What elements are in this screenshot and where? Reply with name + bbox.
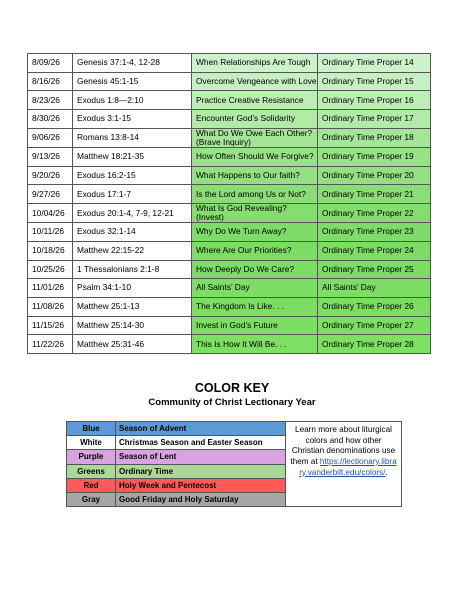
schedule-reading-cell: Psalm 34:1-10 [73, 279, 192, 298]
schedule-reading-cell: Exodus 32:1-14 [73, 223, 192, 242]
color-key-season: Christmas Season and Easter Season [116, 436, 286, 450]
color-key-title: COLOR KEY [194, 381, 270, 395]
schedule-proper-cell: Ordinary Time Proper 28 [318, 335, 431, 354]
schedule-row [28, 223, 431, 242]
schedule-topic-cell: This Is How It Will Be. . . [192, 335, 318, 354]
schedule-topic-cell: What Do We Owe Each Other? (Brave Inquiry) [192, 128, 318, 147]
schedule-row [28, 316, 431, 335]
schedule-date-cell: 10/18/26 [28, 241, 73, 260]
schedule-date-cell: 11/01/26 [28, 279, 73, 298]
schedule-row [28, 166, 431, 185]
schedule-topic-cell: Invest in God’s Future [192, 316, 318, 335]
schedule-date-cell: 11/22/26 [28, 335, 73, 354]
schedule-proper-cell: Ordinary Time Proper 18 [318, 128, 431, 147]
color-key-name: Greens [67, 464, 116, 478]
schedule-date-cell: 10/11/26 [28, 223, 73, 242]
color-key-note [286, 422, 402, 507]
schedule-reading-cell: Exodus 3:1-15 [73, 110, 192, 129]
color-key-season: Season of Lent [116, 450, 286, 464]
schedule-reading-cell: Exodus 16:2-15 [73, 166, 192, 185]
schedule-row [28, 241, 431, 260]
schedule-proper-cell: Ordinary Time Proper 17 [318, 110, 431, 129]
lectionary-schedule-table [27, 53, 431, 354]
schedule-reading-cell: Matthew 18:21-35 [73, 147, 192, 166]
schedule-topic-cell: All Saints’ Day [192, 279, 318, 298]
schedule-proper-cell: Ordinary Time Proper 26 [318, 297, 431, 316]
schedule-topic-cell: When Relationships Are Tough [192, 54, 318, 73]
schedule-topic-cell: What Is God Revealing? (Invest) [192, 203, 318, 222]
schedule-row [28, 260, 431, 279]
schedule-proper-cell: Ordinary Time Proper 20 [318, 166, 431, 185]
schedule-date-cell: 9/06/26 [28, 128, 73, 147]
schedule-date-cell: 11/08/26 [28, 297, 73, 316]
schedule-topic-cell: How Deeply Do We Care? [192, 260, 318, 279]
schedule-row [28, 335, 431, 354]
color-key-row [67, 422, 402, 436]
color-key-season: Season of Advent [116, 422, 286, 436]
schedule-proper-cell: Ordinary Time Proper 14 [318, 54, 431, 73]
schedule-reading-cell: Matthew 25:31-46 [73, 335, 192, 354]
note-text: Learn more about liturgical colors and how other Christian denominations use them at [290, 425, 396, 466]
schedule-row [28, 72, 431, 91]
schedule-reading-cell: Exodus 17:1-7 [73, 185, 192, 204]
color-key-name: Gray [67, 492, 116, 506]
schedule-proper-cell: Ordinary Time Proper 19 [318, 147, 431, 166]
schedule-reading-cell: Exodus 1:8—2:10 [73, 91, 192, 110]
schedule-date-cell: 8/09/26 [28, 54, 73, 73]
color-key-season: Ordinary Time [116, 464, 286, 478]
schedule-row [28, 91, 431, 110]
schedule-proper-cell: Ordinary Time Proper 22 [318, 203, 431, 222]
schedule-proper-cell: All Saints’ Day [318, 279, 431, 298]
schedule-topic-cell: Where Are Our Priorities? [192, 241, 318, 260]
schedule-row [28, 297, 431, 316]
schedule-date-cell: 11/15/26 [28, 316, 73, 335]
color-key-name: White [67, 436, 116, 450]
color-key-table [66, 421, 402, 507]
schedule-topic-cell: Practice Creative Resistance [192, 91, 318, 110]
schedule-reading-cell: Matthew 25:14-30 [73, 316, 192, 335]
colors-link[interactable]: https://lectionary.library.vanderbilt.edu/colors/ [299, 456, 397, 477]
schedule-body [28, 54, 431, 354]
schedule-proper-cell: Ordinary Time Proper 24 [318, 241, 431, 260]
schedule-topic-cell: Encounter God’s Solidarity [192, 110, 318, 129]
schedule-date-cell: 9/20/26 [28, 166, 73, 185]
schedule-proper-cell: Ordinary Time Proper 16 [318, 91, 431, 110]
schedule-date-cell: 9/13/26 [28, 147, 73, 166]
schedule-reading-cell: Matthew 25:1-13 [73, 297, 192, 316]
schedule-reading-cell: Genesis 37:1-4, 12-28 [73, 54, 192, 73]
schedule-topic-cell: Is the Lord among Us or Not? [192, 185, 318, 204]
schedule-reading-cell: Exodus 20:1-4, 7-9, 12-21 [73, 203, 192, 222]
schedule-topic-cell: How Often Should We Forgive? [192, 147, 318, 166]
color-key-season: Holy Week and Pentecost [116, 478, 286, 492]
schedule-date-cell: 10/25/26 [28, 260, 73, 279]
note-end: . [385, 467, 388, 477]
schedule-date-cell: 8/23/26 [28, 91, 73, 110]
schedule-proper-cell: Ordinary Time Proper 15 [318, 72, 431, 91]
schedule-reading-cell: 1 Thessalonians 2:1-8 [73, 260, 192, 279]
schedule-row [28, 128, 431, 147]
color-key-season: Good Friday and Holy Saturday [116, 492, 286, 506]
color-key-name: Blue [67, 422, 116, 436]
schedule-proper-cell: Ordinary Time Proper 25 [318, 260, 431, 279]
schedule-date-cell: 9/27/26 [28, 185, 73, 204]
color-key-name: Red [67, 478, 116, 492]
schedule-row [28, 147, 431, 166]
schedule-proper-cell: Ordinary Time Proper 21 [318, 185, 431, 204]
schedule-topic-cell: What Happens to Our faith? [192, 166, 318, 185]
schedule-row [28, 110, 431, 129]
schedule-topic-cell: The Kingdom Is Like. . . [192, 297, 318, 316]
schedule-date-cell: 8/16/26 [28, 72, 73, 91]
schedule-topic-cell: Overcome Vengeance with Love [192, 72, 318, 91]
schedule-reading-cell: Genesis 45:1-15 [73, 72, 192, 91]
schedule-proper-cell: Ordinary Time Proper 27 [318, 316, 431, 335]
color-key-subtitle: Community of Christ Lectionary Year [148, 397, 316, 408]
schedule-date-cell: 10/04/26 [28, 203, 73, 222]
schedule-row [28, 279, 431, 298]
schedule-proper-cell: Ordinary Time Proper 23 [318, 223, 431, 242]
schedule-date-cell: 8/30/26 [28, 110, 73, 129]
schedule-topic-cell: Why Do We Turn Away? [192, 223, 318, 242]
color-key-name: Purple [67, 450, 116, 464]
schedule-row [28, 185, 431, 204]
schedule-reading-cell: Romans 13:8-14 [73, 128, 192, 147]
schedule-row [28, 203, 431, 222]
schedule-reading-cell: Matthew 22:15-22 [73, 241, 192, 260]
schedule-row [28, 54, 431, 73]
color-key-body [67, 422, 402, 507]
